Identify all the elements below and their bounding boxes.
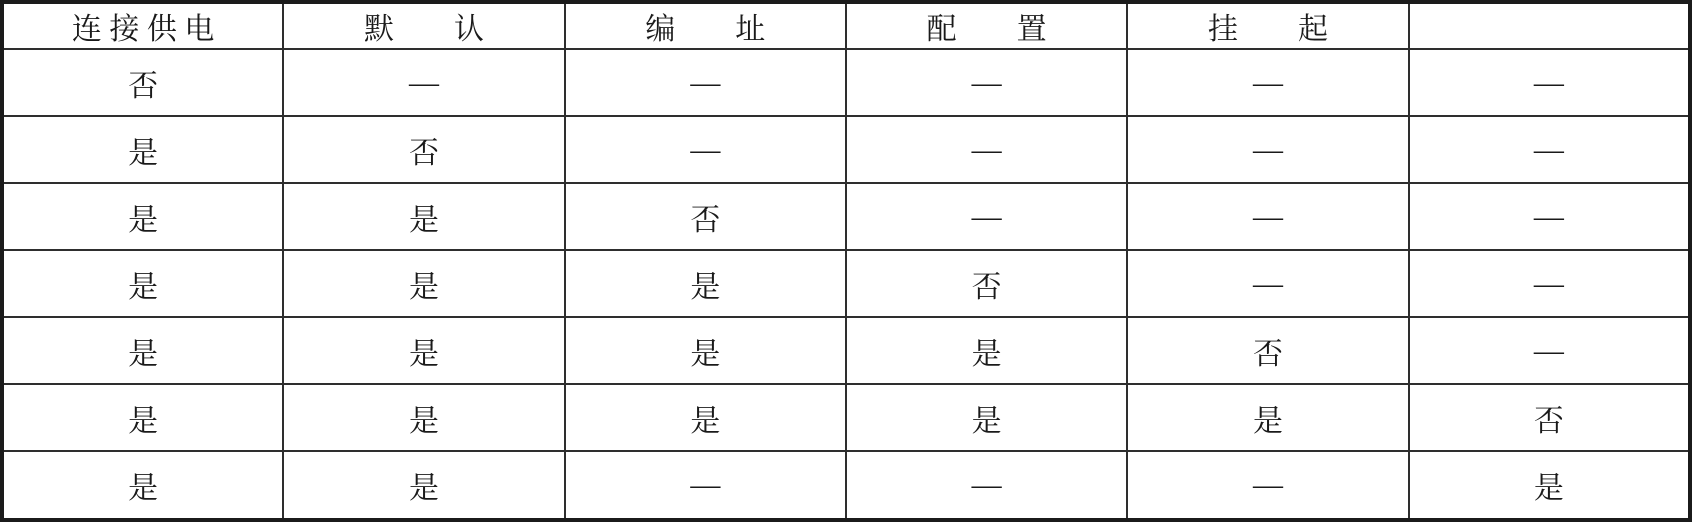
table-cell: — [1409, 183, 1690, 250]
table-cell: 是 [2, 250, 283, 317]
table-cell: 是 [283, 250, 564, 317]
table-row [2, 116, 1690, 183]
column-header: 连 接 供 电 [2, 2, 283, 49]
table-cell: 否 [2, 49, 283, 116]
table-row [2, 250, 1690, 317]
table-cell: 否 [565, 183, 846, 250]
column-header: 挂 起 [1127, 2, 1408, 49]
column-header: 配 置 [846, 2, 1127, 49]
column-header: 默 认 [283, 2, 564, 49]
table-cell: 是 [2, 451, 283, 520]
table-cell: 否 [283, 116, 564, 183]
table-cell: — [1409, 116, 1690, 183]
table-row [2, 451, 1690, 520]
table-cell: — [1127, 183, 1408, 250]
table-cell: — [565, 116, 846, 183]
table-cell: — [283, 49, 564, 116]
table-cell: 是 [565, 384, 846, 451]
table-body [2, 49, 1690, 520]
table-cell: 是 [2, 116, 283, 183]
table-cell: 是 [283, 384, 564, 451]
table-cell: 是 [283, 183, 564, 250]
table-cell: 是 [283, 451, 564, 520]
table-cell: — [846, 451, 1127, 520]
table-cell: — [1409, 250, 1690, 317]
table-cell: — [565, 451, 846, 520]
table-cell: — [846, 183, 1127, 250]
table-cell: 否 [1409, 384, 1690, 451]
column-header: 编 址 [565, 2, 846, 49]
table-cell: 是 [565, 250, 846, 317]
table-row [2, 384, 1690, 451]
table-cell: — [1409, 317, 1690, 384]
table-cell: — [1409, 49, 1690, 116]
table-cell: — [1127, 49, 1408, 116]
table-cell: 是 [2, 384, 283, 451]
table-cell: — [846, 116, 1127, 183]
table-cell: 是 [283, 317, 564, 384]
table-row [2, 317, 1690, 384]
table-cell: 是 [1409, 451, 1690, 520]
table-cell: 是 [1127, 384, 1408, 451]
table-cell: — [846, 49, 1127, 116]
table-cell: — [1127, 116, 1408, 183]
table-header-row [2, 2, 1690, 49]
table-cell: — [565, 49, 846, 116]
column-header [1409, 2, 1690, 49]
table-cell: 是 [846, 384, 1127, 451]
table-cell: 是 [2, 317, 283, 384]
table-cell: 是 [846, 317, 1127, 384]
table-row [2, 49, 1690, 116]
table-cell: 否 [1127, 317, 1408, 384]
table-cell: — [1127, 451, 1408, 520]
table-row [2, 183, 1690, 250]
table-cell: 是 [565, 317, 846, 384]
table-cell: 是 [2, 183, 283, 250]
table-cell: 否 [846, 250, 1127, 317]
table-header [2, 2, 1690, 49]
table-cell: — [1127, 250, 1408, 317]
